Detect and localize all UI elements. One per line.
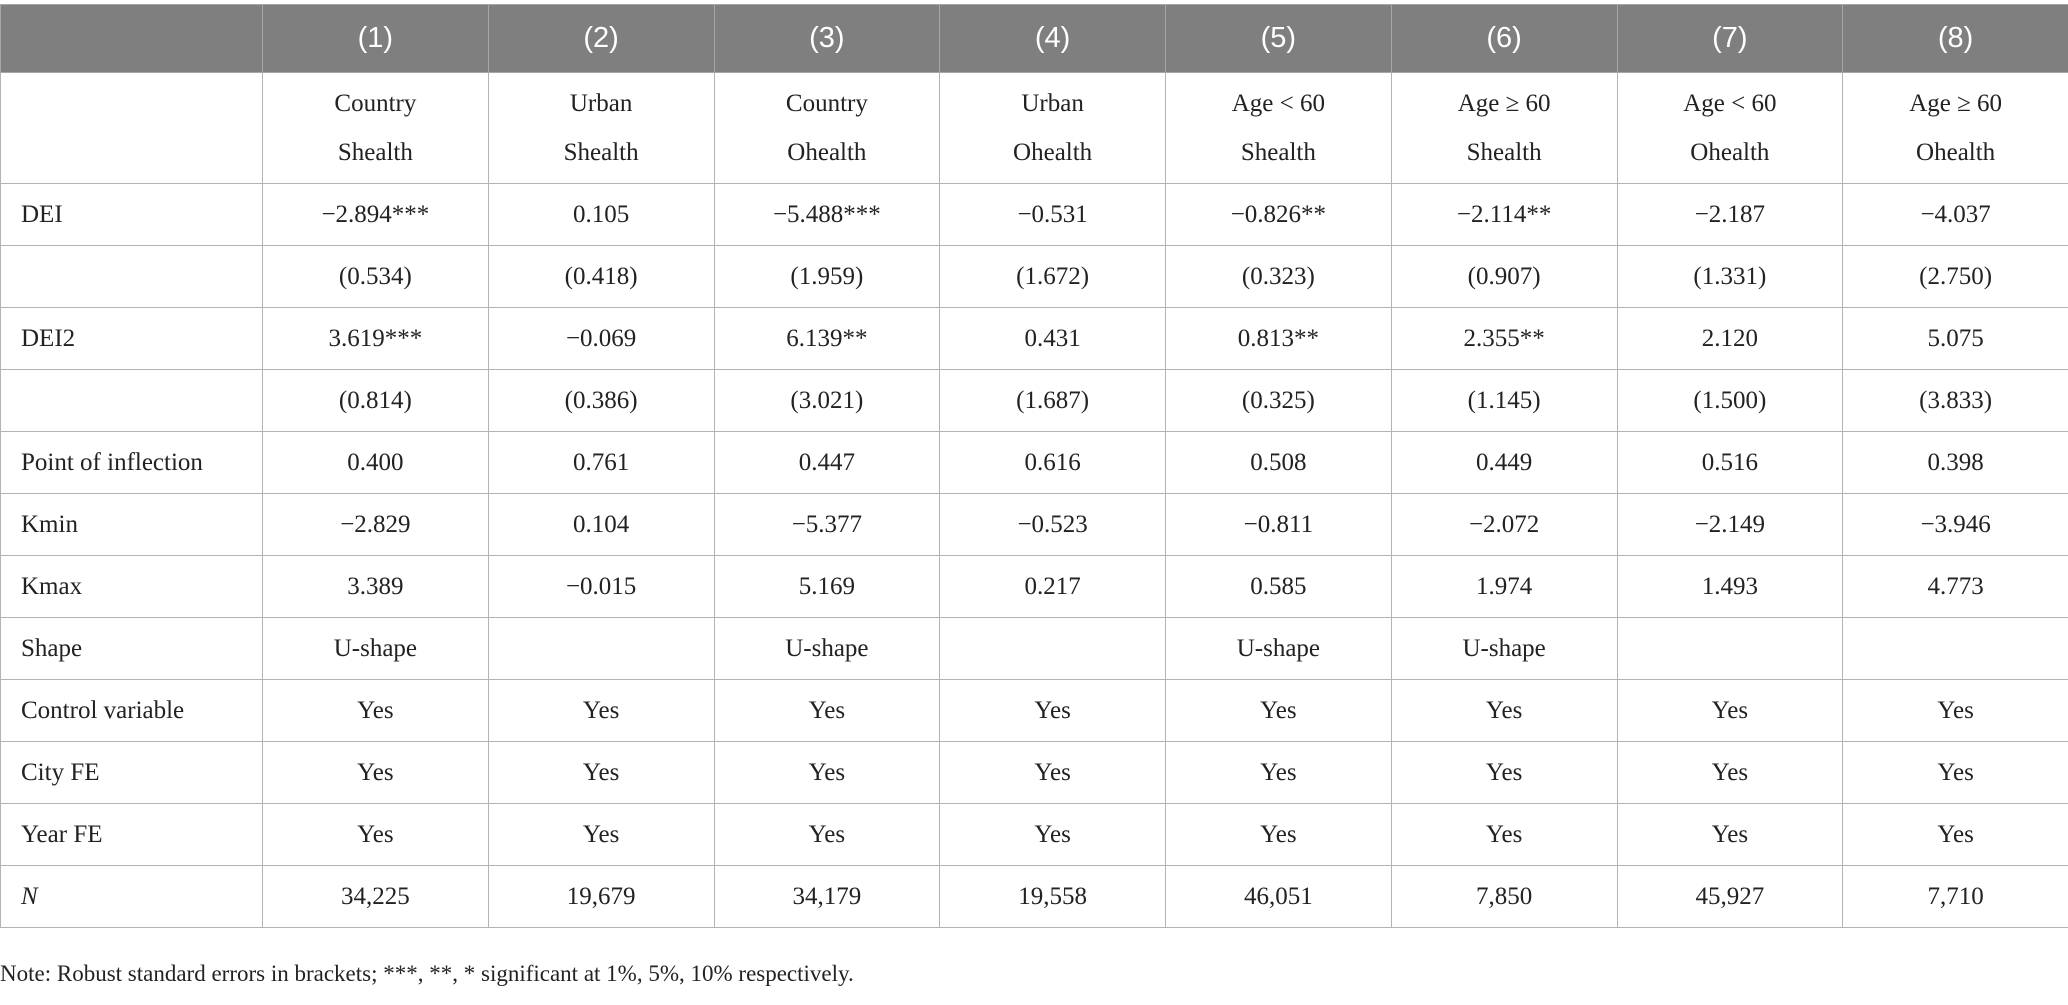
- table-cell: Yes: [714, 680, 940, 742]
- row-label: Kmin: [1, 494, 263, 556]
- subheader-outcome: Shealth: [1240, 139, 1316, 166]
- table-cell: 34,225: [263, 866, 489, 928]
- row-label: DEI: [1, 184, 263, 246]
- row-label: DEI2: [1, 308, 263, 370]
- header-cell-4: (4): [940, 5, 1166, 73]
- table-cell: 34,179: [714, 866, 940, 928]
- table-cell: (1.500): [1617, 370, 1843, 432]
- table-cell: −0.069: [488, 308, 714, 370]
- header-cell-1: (1): [263, 5, 489, 73]
- table-cell: 2.355**: [1391, 308, 1617, 370]
- table-cell: Yes: [263, 742, 489, 804]
- subheader-sample: Age < 60: [1683, 90, 1777, 117]
- table-cell: 0.217: [940, 556, 1166, 618]
- table-row: [1, 618, 2068, 680]
- table-row: [1, 804, 2068, 866]
- table-cell: Yes: [1843, 742, 2068, 804]
- row-label: Year FE: [1, 804, 263, 866]
- regression-table: [0, 4, 2068, 928]
- table-cell: 3.619***: [263, 308, 489, 370]
- table-cell: 0.105: [488, 184, 714, 246]
- table-cell: (0.907): [1391, 246, 1617, 308]
- row-label: Point of inflection: [1, 432, 263, 494]
- table-row: [1, 742, 2068, 804]
- table-cell: Yes: [940, 804, 1166, 866]
- table-cell: Yes: [1166, 804, 1392, 866]
- table-cell: 45,927: [1617, 866, 1843, 928]
- table-cell: (0.325): [1166, 370, 1392, 432]
- table-cell: (0.814): [263, 370, 489, 432]
- table-cell: 0.761: [488, 432, 714, 494]
- table-row: [1, 866, 2068, 928]
- subheader-outcome: Ohealth: [1916, 139, 1996, 166]
- table-cell: −5.488***: [714, 184, 940, 246]
- table-cell: Yes: [488, 804, 714, 866]
- table-cell: (0.323): [1166, 246, 1392, 308]
- table-cell: 0.616: [940, 432, 1166, 494]
- table-cell: 19,558: [940, 866, 1166, 928]
- row-label: Shape: [1, 618, 263, 680]
- header-cell-2: (2): [488, 5, 714, 73]
- table-cell: (3.833): [1843, 370, 2068, 432]
- subheader-sample: Country: [785, 90, 868, 117]
- header-cell-7: (7): [1617, 5, 1843, 73]
- subheader-cell: [714, 73, 940, 184]
- table-cell: (1.145): [1391, 370, 1617, 432]
- subheader-outcome: Shealth: [1466, 139, 1542, 166]
- table-cell: −2.149: [1617, 494, 1843, 556]
- header-cell-8: (8): [1843, 5, 2068, 73]
- table-cell: Yes: [1391, 742, 1617, 804]
- table-cell: 7,710: [1843, 866, 2068, 928]
- table-cell: U-shape: [263, 618, 489, 680]
- table-cell: [1617, 618, 1843, 680]
- table-cell: (0.534): [263, 246, 489, 308]
- subheader-cell: [1166, 73, 1392, 184]
- subheader-sample: Age ≥ 60: [1909, 90, 2003, 117]
- table-cell: (0.418): [488, 246, 714, 308]
- table-cell: (1.331): [1617, 246, 1843, 308]
- header-cell-3: (3): [714, 5, 940, 73]
- table-cell: 0.447: [714, 432, 940, 494]
- table-header-row: [1, 5, 2068, 73]
- table-cell: Yes: [1843, 680, 2068, 742]
- subheader-outcome: Shealth: [563, 139, 639, 166]
- subheader-outcome: Ohealth: [787, 139, 867, 166]
- table-row: [1, 184, 2068, 246]
- table-cell: 6.139**: [714, 308, 940, 370]
- table-cell: (0.386): [488, 370, 714, 432]
- table-cell: 0.508: [1166, 432, 1392, 494]
- subheader-cell: [1391, 73, 1617, 184]
- table-cell: 0.516: [1617, 432, 1843, 494]
- table-row: [1, 370, 2068, 432]
- table-cell: Yes: [263, 680, 489, 742]
- subheader-outcome: Ohealth: [1690, 139, 1770, 166]
- table-cell: 3.389: [263, 556, 489, 618]
- table-cell: 0.813**: [1166, 308, 1392, 370]
- table-cell: Yes: [714, 804, 940, 866]
- table-cell: −4.037: [1843, 184, 2068, 246]
- table-cell: 1.974: [1391, 556, 1617, 618]
- table-cell: −5.377: [714, 494, 940, 556]
- subheader-cell: [1617, 73, 1843, 184]
- table-cell: 0.104: [488, 494, 714, 556]
- table-cell: −0.811: [1166, 494, 1392, 556]
- table-cell: Yes: [1617, 742, 1843, 804]
- header-cell-5: (5): [1166, 5, 1392, 73]
- table-cell: [488, 618, 714, 680]
- subheader-sample: Age ≥ 60: [1457, 90, 1551, 117]
- table-cell: 1.493: [1617, 556, 1843, 618]
- table-row: [1, 556, 2068, 618]
- table-cell: (2.750): [1843, 246, 2068, 308]
- table-cell: Yes: [488, 742, 714, 804]
- table-cell: 0.400: [263, 432, 489, 494]
- table-cell: Yes: [488, 680, 714, 742]
- table-cell: Yes: [1617, 804, 1843, 866]
- table-row: [1, 432, 2068, 494]
- row-label: N: [1, 866, 263, 928]
- table-row: [1, 246, 2068, 308]
- table-cell: Yes: [1843, 804, 2068, 866]
- table-cell: (1.959): [714, 246, 940, 308]
- row-label: Kmax: [1, 556, 263, 618]
- header-cell-6: (6): [1391, 5, 1617, 73]
- table-cell: Yes: [714, 742, 940, 804]
- subheader-sample: Country: [334, 90, 417, 117]
- table-cell: 4.773: [1843, 556, 2068, 618]
- table-cell: (1.672): [940, 246, 1166, 308]
- table-cell: [1843, 618, 2068, 680]
- row-label: Control variable: [1, 680, 263, 742]
- table-cell: −0.826**: [1166, 184, 1392, 246]
- subheader-cell: [488, 73, 714, 184]
- subheader-outcome: Shealth: [337, 139, 413, 166]
- table-cell: (3.021): [714, 370, 940, 432]
- table-cell: 0.585: [1166, 556, 1392, 618]
- table-cell: 0.398: [1843, 432, 2068, 494]
- subheader-cell: [1843, 73, 2068, 184]
- table-cell: −2.894***: [263, 184, 489, 246]
- subheader-sample: Urban: [569, 90, 633, 117]
- subheader-cell: [263, 73, 489, 184]
- table-cell: Yes: [263, 804, 489, 866]
- regression-table-container: [0, 4, 2068, 928]
- table-cell: −0.015: [488, 556, 714, 618]
- table-cell: −0.531: [940, 184, 1166, 246]
- table-cell: 46,051: [1166, 866, 1392, 928]
- row-label: [1, 370, 263, 432]
- table-row: [1, 308, 2068, 370]
- table-row: [1, 494, 2068, 556]
- table-note: Note: Robust standard errors in brackets; ***, **, * significant at 1%, 5%, 10% respectively.: [0, 961, 854, 986]
- table-row: [1, 680, 2068, 742]
- table-cell: Yes: [1166, 680, 1392, 742]
- table-cell: 2.120: [1617, 308, 1843, 370]
- table-cell: (1.687): [940, 370, 1166, 432]
- row-label: City FE: [1, 742, 263, 804]
- subheader-sample: Urban: [1021, 90, 1084, 117]
- table-cell: 7,850: [1391, 866, 1617, 928]
- table-cell: U-shape: [1166, 618, 1392, 680]
- subheader-cell-corner: [1, 73, 263, 184]
- table-cell: Yes: [1617, 680, 1843, 742]
- table-cell: Yes: [1391, 804, 1617, 866]
- table-cell: Yes: [940, 742, 1166, 804]
- table-cell: −2.829: [263, 494, 489, 556]
- subheader-sample: Age < 60: [1231, 90, 1325, 117]
- table-cell: U-shape: [1391, 618, 1617, 680]
- subheader-row: [1, 73, 2068, 184]
- table-cell: Yes: [940, 680, 1166, 742]
- header-cell-corner: [1, 5, 263, 73]
- table-cell: 5.169: [714, 556, 940, 618]
- table-cell: 0.449: [1391, 432, 1617, 494]
- table-cell: −0.523: [940, 494, 1166, 556]
- subheader-cell: [940, 73, 1166, 184]
- table-cell: −2.072: [1391, 494, 1617, 556]
- table-cell: 0.431: [940, 308, 1166, 370]
- table-cell: Yes: [1391, 680, 1617, 742]
- table-cell: 19,679: [488, 866, 714, 928]
- table-cell: 5.075: [1843, 308, 2068, 370]
- subheader-outcome: Ohealth: [1013, 139, 1093, 166]
- table-cell: Yes: [1166, 742, 1392, 804]
- row-label: [1, 246, 263, 308]
- table-cell: [940, 618, 1166, 680]
- table-cell: −3.946: [1843, 494, 2068, 556]
- table-cell: −2.187: [1617, 184, 1843, 246]
- table-cell: −2.114**: [1391, 184, 1617, 246]
- table-cell: U-shape: [714, 618, 940, 680]
